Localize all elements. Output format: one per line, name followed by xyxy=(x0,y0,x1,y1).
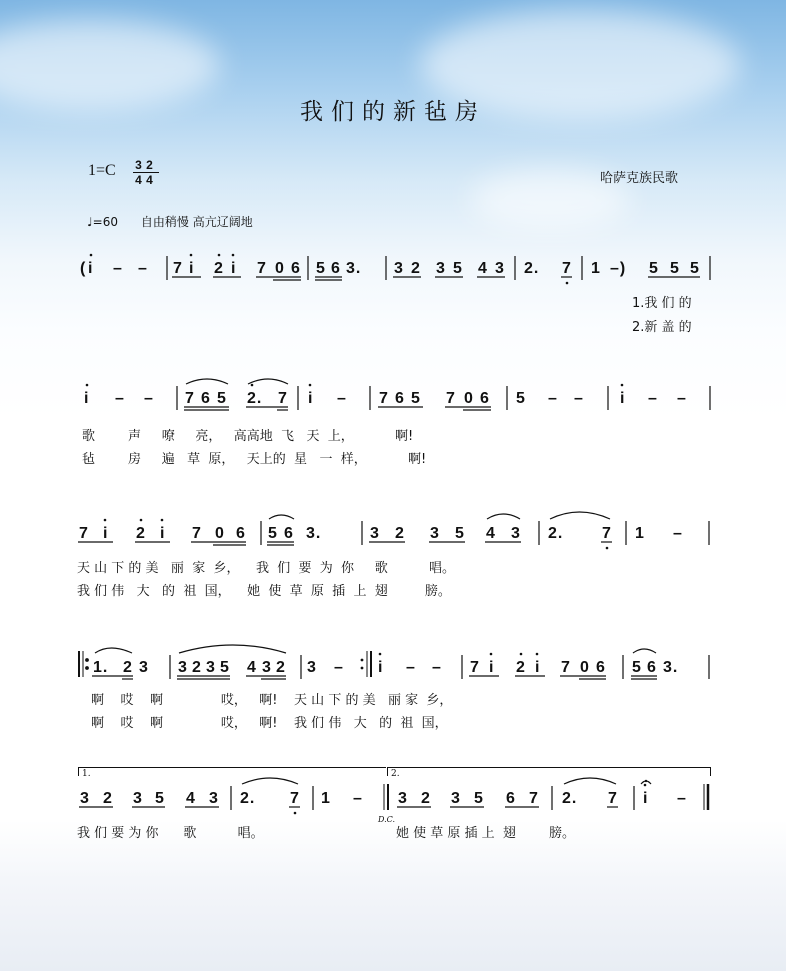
svg-text:3: 3 xyxy=(370,525,380,542)
svg-text:6: 6 xyxy=(201,390,211,407)
svg-text:6: 6 xyxy=(506,790,516,807)
svg-text:7: 7 xyxy=(379,390,389,407)
svg-text:5: 5 xyxy=(649,260,659,277)
svg-text:4: 4 xyxy=(186,790,196,807)
svg-text:1: 1 xyxy=(635,525,645,542)
svg-text:2: 2 xyxy=(276,659,286,676)
svg-text:5: 5 xyxy=(516,390,526,407)
svg-text:i: i xyxy=(160,525,166,542)
svg-text:–: – xyxy=(113,260,123,277)
svg-text:5: 5 xyxy=(453,260,463,277)
svg-text:i: i xyxy=(84,390,90,407)
svg-text:3.: 3. xyxy=(663,659,679,676)
svg-text:5: 5 xyxy=(690,260,700,277)
svg-text:2: 2 xyxy=(395,525,405,542)
svg-text:2.: 2. xyxy=(247,390,263,407)
svg-text:2: 2 xyxy=(136,525,146,542)
svg-text:7: 7 xyxy=(529,790,539,807)
svg-text:7: 7 xyxy=(173,260,183,277)
key-signature: 1=C xyxy=(88,162,116,179)
volta-1 xyxy=(78,767,386,779)
time-num-1: 3 xyxy=(135,158,142,172)
svg-text:3: 3 xyxy=(178,659,188,676)
svg-text:–): –) xyxy=(610,260,627,277)
svg-text:2.: 2. xyxy=(548,525,564,542)
svg-text:5: 5 xyxy=(474,790,484,807)
svg-text:3: 3 xyxy=(133,790,143,807)
volta-2 xyxy=(387,767,711,779)
svg-text:–: – xyxy=(574,390,584,407)
lyric-row-1-verse-1: 1.我 们 的 xyxy=(632,296,692,311)
lyric-row-3-verse-2: 我 们 伟 大 的 祖 国， 她 使 草 原 插 上 翅 膀。 xyxy=(77,584,451,599)
svg-text:–: – xyxy=(677,790,687,807)
svg-text:3: 3 xyxy=(139,659,149,676)
svg-text:2: 2 xyxy=(192,659,202,676)
lyric-row-2-verse-1: 歌 声 嘹 亮， 高高地 飞 天 上， 啊! xyxy=(82,429,414,444)
svg-text:7: 7 xyxy=(257,260,267,277)
time-num-2: 2 xyxy=(146,158,153,172)
svg-text:–: – xyxy=(406,659,416,676)
svg-text:–: – xyxy=(337,390,347,407)
lyric-row-2-verse-2: 毡 房 遍 草 原， 天上的 星 一 样， 啊! xyxy=(82,452,427,467)
svg-text:2.: 2. xyxy=(562,790,578,807)
svg-text:1: 1 xyxy=(591,260,601,277)
lyric-row-3-verse-1: 天 山 下 的 美 丽 家 乡， 我 们 要 为 你 歌 唱。 xyxy=(77,561,456,576)
svg-text:i: i xyxy=(535,659,541,676)
svg-text:5: 5 xyxy=(316,260,326,277)
svg-text:5: 5 xyxy=(217,390,227,407)
svg-text:7: 7 xyxy=(561,659,571,676)
svg-text:–: – xyxy=(353,790,363,807)
svg-text:3: 3 xyxy=(398,790,408,807)
svg-text:3: 3 xyxy=(80,790,90,807)
score-row-3-notes xyxy=(78,521,718,555)
svg-text:7: 7 xyxy=(608,790,618,807)
svg-text:7: 7 xyxy=(470,659,480,676)
quarter-note-icon: ♩ xyxy=(87,215,93,229)
svg-text:2: 2 xyxy=(516,659,526,676)
svg-text:4: 4 xyxy=(478,260,488,277)
volta-1-label: 1. xyxy=(82,769,91,779)
score-row-4-notes xyxy=(78,655,718,689)
score-row-2-notes xyxy=(80,386,720,420)
score-row-5-notes xyxy=(78,786,718,820)
svg-text:2.: 2. xyxy=(524,260,540,277)
svg-text:i: i xyxy=(489,659,495,676)
svg-text:–: – xyxy=(334,659,344,676)
svg-text:2.: 2. xyxy=(240,790,256,807)
svg-text:6: 6 xyxy=(647,659,657,676)
dc-marking: D.C. xyxy=(378,815,396,824)
svg-text:6: 6 xyxy=(236,525,246,542)
svg-text:1: 1 xyxy=(321,790,331,807)
time-signature xyxy=(133,159,159,186)
lyric-row-5-verse-2: 她 使 草 原 插 上 翅 膀。 xyxy=(396,826,575,841)
svg-text:2: 2 xyxy=(214,260,224,277)
svg-text:(: ( xyxy=(80,260,87,277)
svg-text:5: 5 xyxy=(670,260,680,277)
svg-text:i: i xyxy=(231,260,237,277)
page-title: 我们的新毡房 xyxy=(300,99,486,125)
svg-text:7: 7 xyxy=(79,525,89,542)
svg-text:6: 6 xyxy=(596,659,606,676)
time-den-1: 4 xyxy=(135,173,142,187)
svg-text:–: – xyxy=(138,260,148,277)
lyric-row-4-verse-1: 啊 哎 啊 哎， 啊! 天 山 下 的 美 丽 家 乡， xyxy=(91,693,453,708)
svg-text:7: 7 xyxy=(185,390,195,407)
svg-text:3: 3 xyxy=(209,790,219,807)
svg-text:3.: 3. xyxy=(306,525,322,542)
volta-2-label: 2. xyxy=(391,769,400,779)
svg-text:2: 2 xyxy=(123,659,133,676)
svg-text:6: 6 xyxy=(480,390,490,407)
svg-text:i: i xyxy=(88,260,94,277)
svg-text:3: 3 xyxy=(436,260,446,277)
svg-text:i: i xyxy=(189,260,195,277)
svg-text:1.: 1. xyxy=(93,659,109,676)
svg-text:–: – xyxy=(115,390,125,407)
svg-text:6: 6 xyxy=(395,390,405,407)
svg-text:3: 3 xyxy=(451,790,461,807)
song-source: 哈萨克族民歌 xyxy=(600,171,679,186)
time-den-2: 4 xyxy=(146,173,153,187)
score-row-1-notes xyxy=(80,256,720,290)
svg-text:–: – xyxy=(648,390,658,407)
svg-text:–: – xyxy=(677,390,687,407)
lyric-row-4-verse-2: 啊 哎 啊 哎， 啊! 我 们 伟 大 的 祖 国， xyxy=(91,716,448,731)
svg-text:5: 5 xyxy=(411,390,421,407)
svg-text:6: 6 xyxy=(331,260,341,277)
svg-text:–: – xyxy=(548,390,558,407)
svg-text:i: i xyxy=(643,790,649,807)
svg-text:3: 3 xyxy=(206,659,216,676)
svg-text:7: 7 xyxy=(290,790,300,807)
svg-text:0: 0 xyxy=(215,525,225,542)
svg-text:i: i xyxy=(308,390,314,407)
svg-text:3: 3 xyxy=(262,659,272,676)
svg-text:i: i xyxy=(378,659,384,676)
svg-text:7: 7 xyxy=(192,525,202,542)
svg-text:5: 5 xyxy=(268,525,278,542)
svg-text:i: i xyxy=(103,525,109,542)
svg-text:7: 7 xyxy=(278,390,288,407)
svg-text:3: 3 xyxy=(511,525,521,542)
svg-text:5: 5 xyxy=(155,790,165,807)
svg-text:2: 2 xyxy=(421,790,431,807)
svg-text:3: 3 xyxy=(430,525,440,542)
svg-text:6: 6 xyxy=(291,260,301,277)
tempo-expression: 自由稍慢 高亢辽阔地 xyxy=(140,215,253,229)
svg-text:7: 7 xyxy=(562,260,572,277)
svg-text:4: 4 xyxy=(247,659,257,676)
svg-text:0: 0 xyxy=(580,659,590,676)
svg-text:3: 3 xyxy=(307,659,317,676)
svg-text:–: – xyxy=(432,659,442,676)
svg-text:i: i xyxy=(620,390,626,407)
svg-text:–: – xyxy=(673,525,683,542)
svg-text:5: 5 xyxy=(632,659,642,676)
svg-text:3: 3 xyxy=(495,260,505,277)
svg-text:2: 2 xyxy=(103,790,113,807)
svg-text:4: 4 xyxy=(486,525,496,542)
lyric-row-5-verse-1: 我 们 要 为 你 歌 唱。 xyxy=(77,826,264,841)
svg-text:5: 5 xyxy=(455,525,465,542)
tempo-value: =60 xyxy=(92,215,118,229)
svg-text:2: 2 xyxy=(411,260,421,277)
svg-text:0: 0 xyxy=(275,260,285,277)
svg-text:3.: 3. xyxy=(346,260,362,277)
svg-text:3: 3 xyxy=(394,260,404,277)
lyric-row-1-verse-2: 2.新 盖 的 xyxy=(632,320,692,335)
svg-text:0: 0 xyxy=(464,390,474,407)
svg-text:7: 7 xyxy=(602,525,612,542)
svg-text:–: – xyxy=(144,390,154,407)
svg-text:7: 7 xyxy=(446,390,456,407)
tempo-marking xyxy=(87,213,253,230)
svg-text:6: 6 xyxy=(284,525,294,542)
svg-text:5: 5 xyxy=(220,659,230,676)
